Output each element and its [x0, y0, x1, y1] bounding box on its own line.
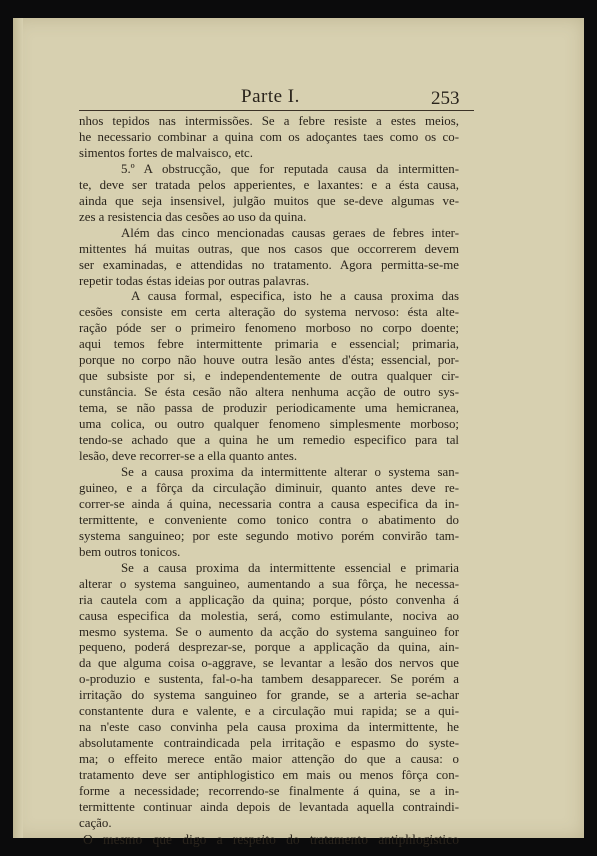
text-line: lesão, deve recorrer-se a ella quanto antes. — [79, 449, 298, 464]
text-line: ser examinadas, e attendidas no tratamento. Agora permitta-se-me — [79, 257, 459, 272]
text-line: irritação do systema sanguineo for grande, se a arteria se-achar — [79, 688, 459, 703]
text-line: absolutamente contraindicada pela irritação e espasmo do syste- — [79, 736, 459, 751]
text-line: tratamento deve ser antiphlogistico em mais ou menos fôrça con- — [79, 768, 459, 783]
text-line: 5.º A obstrucção, que for reputada causa da intermitten- — [121, 161, 459, 176]
text-line: mesmo systema. Se o aumento da acção do systema sanguineo for — [79, 624, 459, 639]
text-line: ma; o effeito merece então maior attenção do que a causa: o — [79, 752, 459, 767]
text-line: correr-se ainda á quina, necessaria contra a causa especifica da in- — [79, 496, 459, 511]
text-line: systema sanguineo; por este segundo motivo porém convirão tam- — [79, 528, 459, 543]
page-gutter-shadow — [13, 18, 23, 838]
text-line: ria cautela com a applicação da quina; porque, pósto convenha á — [79, 592, 459, 607]
running-head: Parte I. — [241, 86, 300, 107]
text-line: Se a causa proxima da intermittente alterar o systema san- — [121, 464, 459, 479]
text-line: tendo-se achado que a quina he um remedio especifico para tal — [79, 433, 459, 448]
page-number: 253 — [431, 88, 460, 109]
text-line: causa especifica da molestia, será, como estimulante, nociva ao — [79, 608, 459, 623]
text-line: Além das cinco mencionadas causas geraes de febres inter- — [121, 225, 459, 240]
text-line: aqui temos febre intermittente primaria e essencial; primaria, — [79, 337, 459, 352]
text-line: ração póde ser o primeiro fenomeno morboso no corpo doente; — [79, 321, 459, 336]
text-line: he necessario combinar a quina com os adoçantes taes como os co- — [79, 129, 459, 144]
text-line: que subsiste por si, e independentemente de outra qualquer cir- — [79, 369, 459, 384]
body-text — [79, 114, 459, 848]
text-line: termittente, e conveniente como tonico contra o abatimento do — [79, 512, 459, 527]
book-page — [13, 18, 584, 847]
text-line: forme a necessidade; recorrendo-se finalmente á quina, se a in- — [79, 784, 459, 799]
text-line: porque no corpo não houve outra lesão antes d'ésta; essencial, por- — [79, 353, 459, 368]
text-line: simentos fortes de malvaisco, etc. — [79, 145, 253, 160]
text-line: zes a resistencia das cesões ao uso da quina. — [79, 209, 307, 224]
text-line: bem outros tonicos. — [79, 544, 181, 559]
text-line: na n'este caso convinha pela causa proxima da intermittente, he — [79, 720, 459, 735]
text-line: pequeno, poderá desprezar-se, porque a applicação da quina, ain- — [79, 640, 459, 655]
text-line: o-produzio e sustenta, fal-o-ha tambem desapparecer. Se porém a — [79, 672, 459, 687]
text-line: te, deve ser tratada pelos apperientes, e laxantes: e a ésta causa, — [79, 177, 459, 192]
text-line: A causa formal, especifica, isto he a causa proxima das — [131, 289, 459, 304]
text-line: cunstância. Se ésta cesão não altera nenhuma acção de outro sys- — [79, 385, 459, 400]
text-line: O mesmo que digo a respeito do tratamento antiphlogistico — [83, 831, 459, 847]
text-line: guineo, e a fôrça da circulação diminuir, quanto antes deve re- — [79, 480, 459, 495]
text-line: da que alguma coisa o-aggrave, se levantar a lesão dos nervos que — [79, 656, 459, 671]
text-line: termittente continuar ainda depois de levantada aquella contraindi- — [79, 799, 459, 814]
text-line: constantente dura e valente, e a circulação mui rapida; se a qui- — [79, 704, 459, 719]
text-line: cação. — [79, 815, 112, 830]
header-rule — [79, 110, 474, 111]
page-header — [13, 82, 584, 118]
text-line: ainda que seja insensivel, julgão muitos que se-deve algumas ve- — [79, 193, 459, 208]
text-line: uma colica, ou outro qualquer fenomeno simplesmente morboso; — [79, 417, 459, 432]
text-line: nhos tepidos nas intermissões. Se a febre resiste a estes meios, — [79, 114, 459, 128]
text-line: repetir todas éstas ideias por outras palavras. — [79, 273, 310, 288]
text-line: tema, se não passa de produzir periodicamente uma hemicranea, — [79, 401, 459, 416]
text-line: cesões consiste em certa alteração do systema nervoso: ésta alte- — [79, 305, 459, 320]
text-line: mittentes há muitas outras, que nos casos que occorrerem devem — [79, 241, 459, 256]
text-line: alterar o systema sanguineo, aumentando a sua fôrça, he necessa- — [79, 576, 459, 591]
text-line: Se a causa proxima da intermittente essencial e primaria — [121, 560, 459, 575]
